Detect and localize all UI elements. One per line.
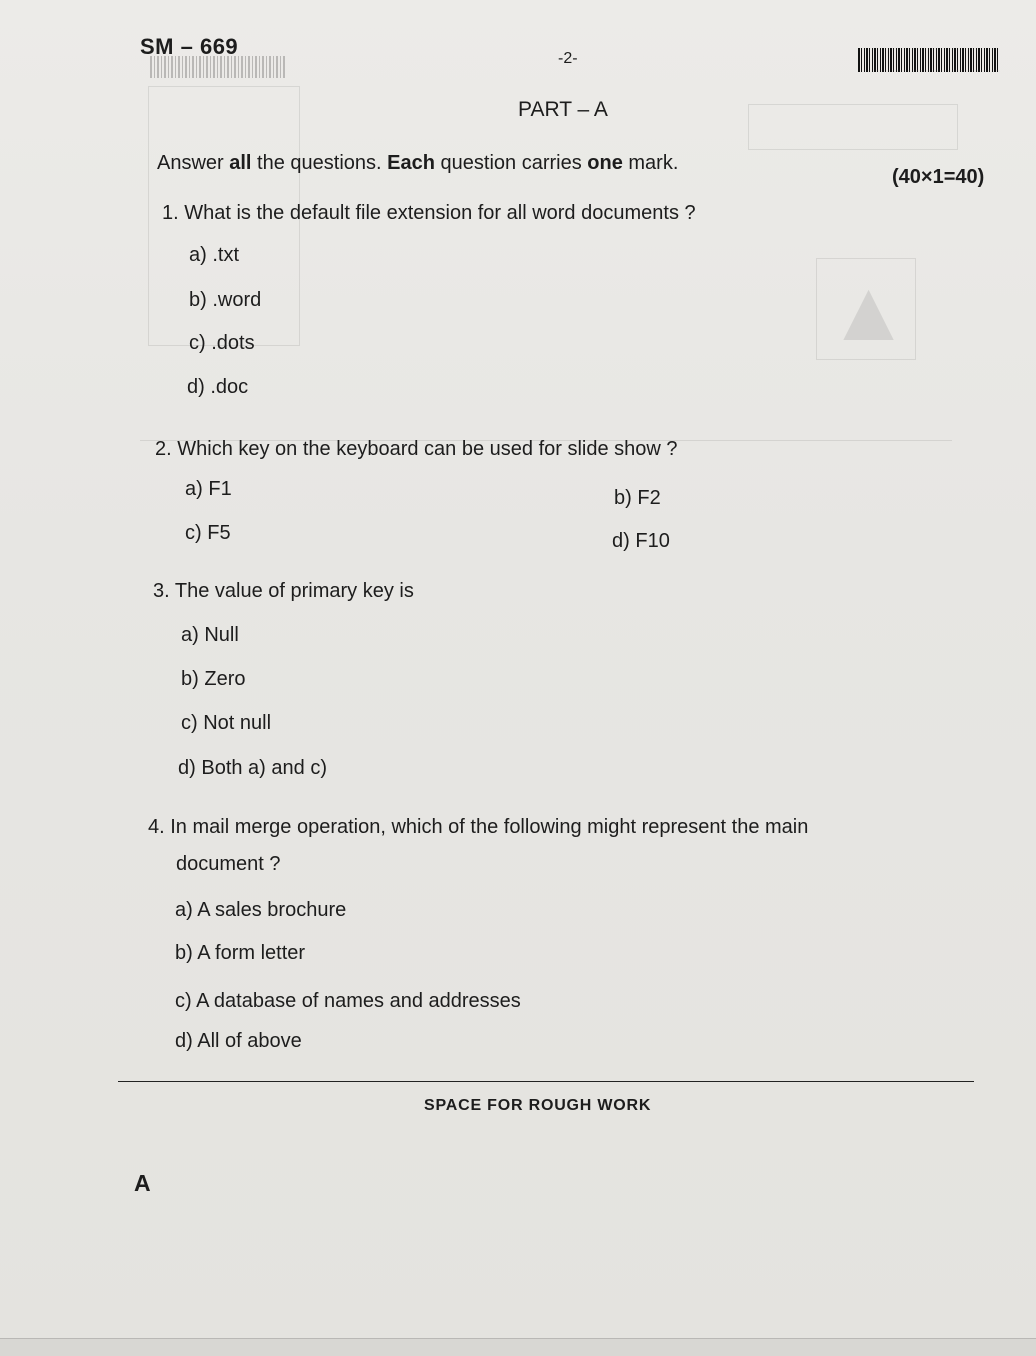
option-3a: a) Null (181, 624, 239, 646)
option-1b: b) .word (189, 289, 262, 311)
question-number: 4. (148, 816, 165, 838)
marks-scheme: (40×1=40) (892, 166, 985, 188)
question-4-continued: document ? (176, 853, 281, 875)
option-2d: d) F10 (612, 530, 670, 552)
page-number: -2- (558, 50, 578, 67)
option-2a: a) F1 (185, 478, 232, 500)
option-4a: a) A sales brochure (175, 899, 347, 921)
rough-work-label: SPACE FOR ROUGH WORK (424, 1097, 652, 1114)
question-1 (162, 202, 696, 225)
option-2b: b) F2 (614, 487, 661, 509)
option-1a: a) .txt (189, 244, 240, 266)
question-2 (155, 438, 678, 461)
question-text: In mail merge operation, which of the following might represent the main (170, 816, 809, 838)
question-number: 2. (155, 438, 172, 460)
option-3b: b) Zero (181, 668, 246, 690)
scan-edge (0, 1338, 1036, 1356)
question-number: 1. (162, 202, 179, 224)
option-1c: c) .dots (189, 332, 255, 354)
paper-code: SM – 669 (140, 34, 239, 59)
option-3c: c) Not null (181, 712, 272, 734)
question-text: What is the default file extension for all word documents ? (184, 202, 696, 224)
question-3 (153, 580, 414, 603)
question-text: Which key on the keyboard can be used for slide show ? (177, 438, 678, 460)
option-3d: d) Both a) and c) (178, 757, 327, 779)
option-1d: d) .doc (187, 376, 249, 398)
instructions: Answer all the questions. Each question carries one mark. (157, 152, 679, 174)
show-through-letter: ▲ (826, 263, 912, 359)
barcode (858, 48, 998, 72)
option-4c: c) A database of names and addresses (175, 990, 521, 1012)
question-text: The value of primary key is (174, 580, 414, 602)
rough-work-divider (118, 1081, 974, 1082)
option-4b: b) A form letter (175, 942, 306, 964)
series-letter: A (134, 1170, 151, 1196)
show-through-box (748, 104, 958, 150)
barcode-ghost (150, 56, 286, 78)
option-4d: d) All of above (175, 1030, 302, 1052)
question-number: 3. (153, 580, 170, 602)
question-4 (148, 816, 808, 839)
option-2c: c) F5 (185, 522, 231, 544)
part-title: PART – A (518, 98, 608, 121)
